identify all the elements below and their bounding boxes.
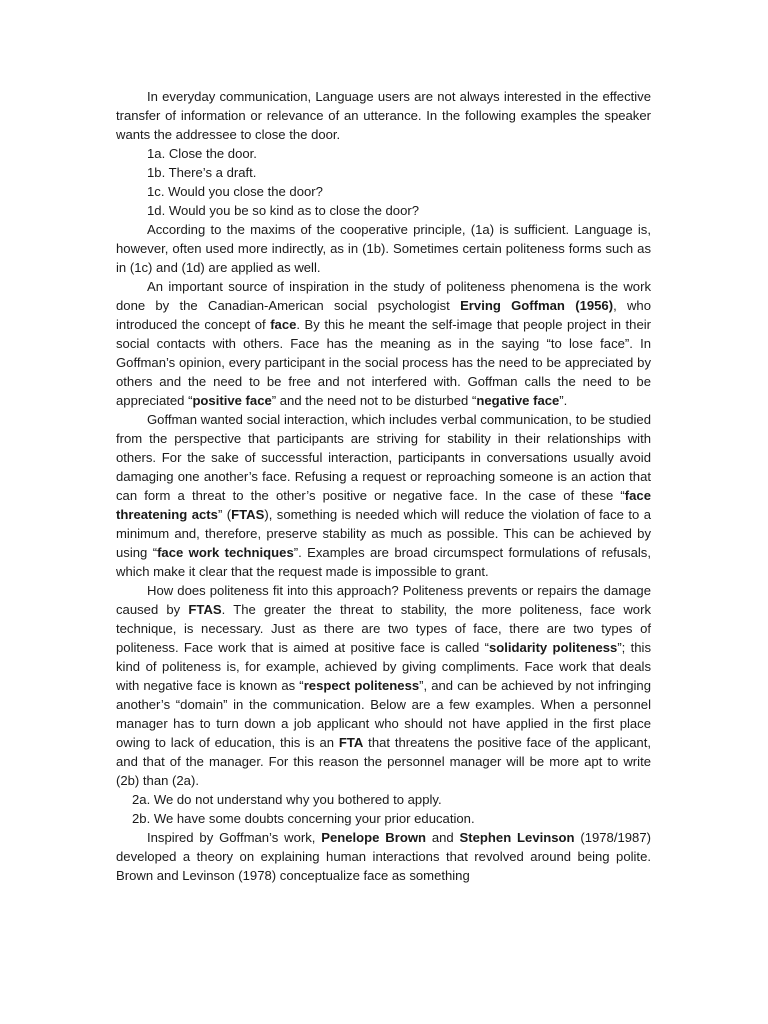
bold-term: solidarity politeness [489, 640, 618, 655]
text-run: ” and the need not to be disturbed “ [271, 393, 477, 408]
text-run: , who introduced the concept of [116, 298, 651, 332]
text-run: Inspired by Goffman’s work, [147, 830, 322, 845]
paragraph [116, 828, 651, 885]
text-run: 1a. Close the door. [147, 146, 257, 161]
example-line [116, 809, 651, 828]
paragraph [116, 277, 651, 410]
example-line [116, 163, 651, 182]
text-run: ”, and can be achieved by not infringing another’s “domain” in the communication. Below are a few examples. When a personnel manager has to turn down a job applicant who should not have applied in the first place owing to lack of education, this is an [116, 678, 651, 750]
example-line [116, 144, 651, 163]
bold-term: negative face [476, 393, 560, 408]
bold-term: Erving Goffman (1956) [460, 298, 614, 313]
bold-term: face work techniques [157, 545, 294, 560]
text-run: 1c. Would you close the door? [147, 184, 323, 199]
text-run: . By this he meant the self-image that people project in their social contacts with others. Face has the meaning as in the saying “to lose face”. In Goffman’s opinion, every participant in the social process has the need to be appreciated by others and the need to be free and not interfered with. Goffman calls the need to be appreciated “ [116, 317, 651, 408]
text-run: 2a. We do not understand why you bothered to apply. [132, 792, 442, 807]
text-run: 2b. We have some doubts concerning your prior education. [132, 811, 475, 826]
bold-term: face [270, 317, 297, 332]
text-run: ”; this kind of politeness is, for example, achieved by giving compliments. Face work that deals with negative face is known as “ [116, 640, 652, 693]
bold-term: respect politeness [303, 678, 420, 693]
text-run: An important source of inspiration in the study of politeness phenomena is the work done by the Canadian-American social psychologist [116, 279, 651, 313]
bold-term: FTAS [231, 507, 265, 522]
text-run: How does politeness fit into this approach? Politeness prevents or repairs the damage caused by [116, 583, 651, 617]
text-run: 1b. There’s a draft. [147, 165, 257, 180]
text-run: 1d. Would you be so kind as to close the door? [147, 203, 419, 218]
paragraph [116, 87, 651, 144]
document-page [116, 87, 651, 885]
paragraph [116, 220, 651, 277]
bold-term: FTAS [188, 602, 222, 617]
paragraph [116, 581, 651, 790]
text-run: ” ( [217, 507, 232, 522]
text-run: According to the maxims of the cooperative principle, (1a) is sufficient. Language is, however, often used more indirectly, as in (1b). Sometimes certain politeness forms such as in (1c) and (1d) are applied as well. [116, 222, 651, 275]
text-run: ”. [559, 393, 568, 408]
example-line [116, 182, 651, 201]
text-run: (1978/1987) developed a theory on explaining human interactions that revolved around being polite. Brown and Levinson (1978) conceptualize face as something [116, 830, 651, 883]
text-run: that threatens the positive face of the applicant, and that of the manager. For this reason the personnel manager will be more apt to write (2b) than (2a). [116, 735, 651, 788]
bold-term: Penelope Brown [321, 830, 427, 845]
text-run: ”. Examples are broad circumspect formulations of refusals, which make it clear that the request made is impossible to grant. [116, 545, 651, 579]
bold-term: face threatening acts [116, 488, 651, 522]
example-line [116, 790, 651, 809]
bold-term: Stephen Levinson [459, 830, 575, 845]
text-run: . The greater the threat to stability, the more politeness, face work technique, is necessary. Just as there are two types of face, there are two types of politeness. Face work that is aimed at positive face is called “ [116, 602, 652, 655]
bold-term: positive face [192, 393, 272, 408]
paragraph [116, 410, 651, 581]
text-run: Goffman wanted social interaction, which includes verbal communication, to be studied from the perspective that participants are striving for stability in their relationships with others. For the sake of successful interaction, participants in conversations usually avoid damaging one another’s face. Refusing a request or reproaching someone is an action that can form a threat to the other’s positive or negative face. In the case of these “ [116, 412, 651, 503]
text-run: ), something is needed which will reduce the violation of face to a minimum and, therefore, preserve stability as much as possible. This can be achieved by using “ [116, 507, 652, 560]
text-run: and [426, 830, 460, 845]
example-line [116, 201, 651, 220]
bold-term: FTA [338, 735, 364, 750]
text-run: In everyday communication, Language users are not always interested in the effective transfer of information or relevance of an utterance. In the following examples the speaker wants the addressee to close the door. [116, 89, 651, 142]
